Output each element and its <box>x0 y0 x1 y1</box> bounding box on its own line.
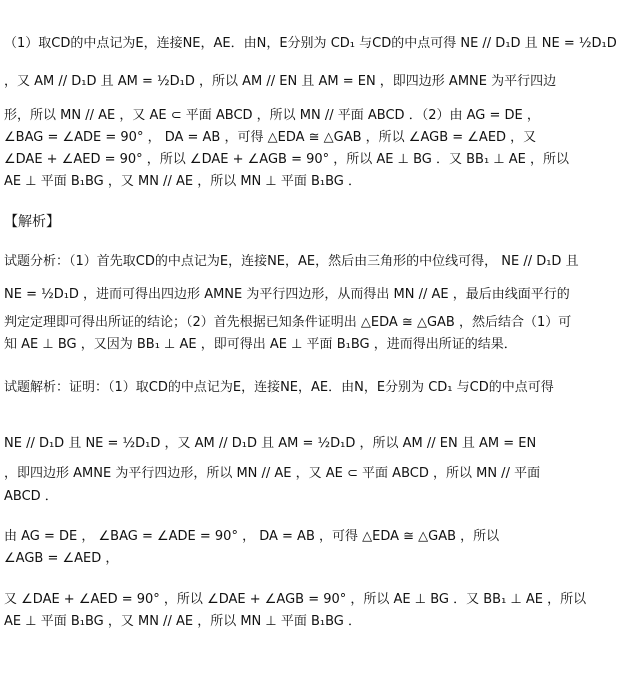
text-line: ∠DAE + ∠AED = 90° ，所以 ∠DAE + ∠AGB = 90° ，所以 AE ⊥ BG ．又 BB₁ ⊥ AE ，所以 <box>4 152 570 167</box>
text-line: 又 ∠DAE + ∠AED = 90° ，所以 ∠DAE + ∠AGB = 90° ，所以 AE ⊥ BG ．又 BB₁ ⊥ AE ，所以 <box>4 592 587 607</box>
text-line: 判定定理即可得出所证的结论；（2）首先根据已知条件证明出 △EDA ≅ △GAB ，然后结合（1）可 <box>4 315 572 330</box>
text-line: ∠BAG = ∠ADE = 90° ， DA = AB ，可得 △EDA ≅ △GAB ，所以 ∠AGB = ∠AED ，又 <box>4 130 537 145</box>
text-line: 试题解析：证明：（1）取CD的中点记为E，连接NE，AE．由N，E分别为 CD₁ 与CD的中点可得 <box>4 380 554 395</box>
text-line: NE = ½D₁D ，进而可得出四边形 AMNE 为平行四边形，从而得出 MN // AE ，最后由线面平行的 <box>4 287 570 302</box>
text-line: AE ⊥ 平面 B₁BG ，又 MN // AE ，所以 MN ⊥ 平面 B₁BG ． <box>4 614 362 629</box>
text-line: ABCD ． <box>4 489 58 504</box>
text-line: AE ⊥ 平面 B₁BG ，又 MN // AE ，所以 MN ⊥ 平面 B₁BG ． <box>4 174 362 189</box>
text-line: （1）取CD的中点记为E，连接NE，AE．由N，E分别为 CD₁ 与CD的中点可得 NE // D₁D 且 NE = ½D₁D <box>4 36 617 51</box>
text-line: 试题分析：（1）首先取CD的中点记为E，连接NE，AE，然后由三角形的中位线可得， NE // D₁D 且 <box>4 254 579 269</box>
text-line: NE // D₁D 且 NE = ½D₁D ，又 AM // D₁D 且 AM = ½D₁D ，所以 AM // EN 且 AM = EN <box>4 436 537 451</box>
text-line: 知 AE ⊥ BG ，又因为 BB₁ ⊥ AE ，即可得出 AE ⊥ 平面 B₁BG ，进而得出所证的结果． <box>4 337 517 352</box>
text-line: ，即四边形 AMNE 为平行四边形，所以 MN // AE ，又 AE ⊂ 平面 ABCD ，所以 MN // 平面 <box>4 466 541 481</box>
text-line: 由 AG = DE ， ∠BAG = ∠ADE = 90° ， DA = AB ，可得 △EDA ≅ △GAB ，所以 <box>4 529 500 544</box>
section-heading: 【解析】 <box>4 214 60 230</box>
text-line: ∠AGB = ∠AED ， <box>4 551 119 566</box>
text-line: ，又 AM // D₁D 且 AM = ½D₁D ，所以 AM // EN 且 AM = EN ，即四边形 AMNE 为平行四边 <box>4 74 557 89</box>
text-line: 形，所以 MN // AE ，又 AE ⊂ 平面 ABCD ，所以 MN // 平面 ABCD ．（2）由 AG = DE ， <box>4 108 540 123</box>
